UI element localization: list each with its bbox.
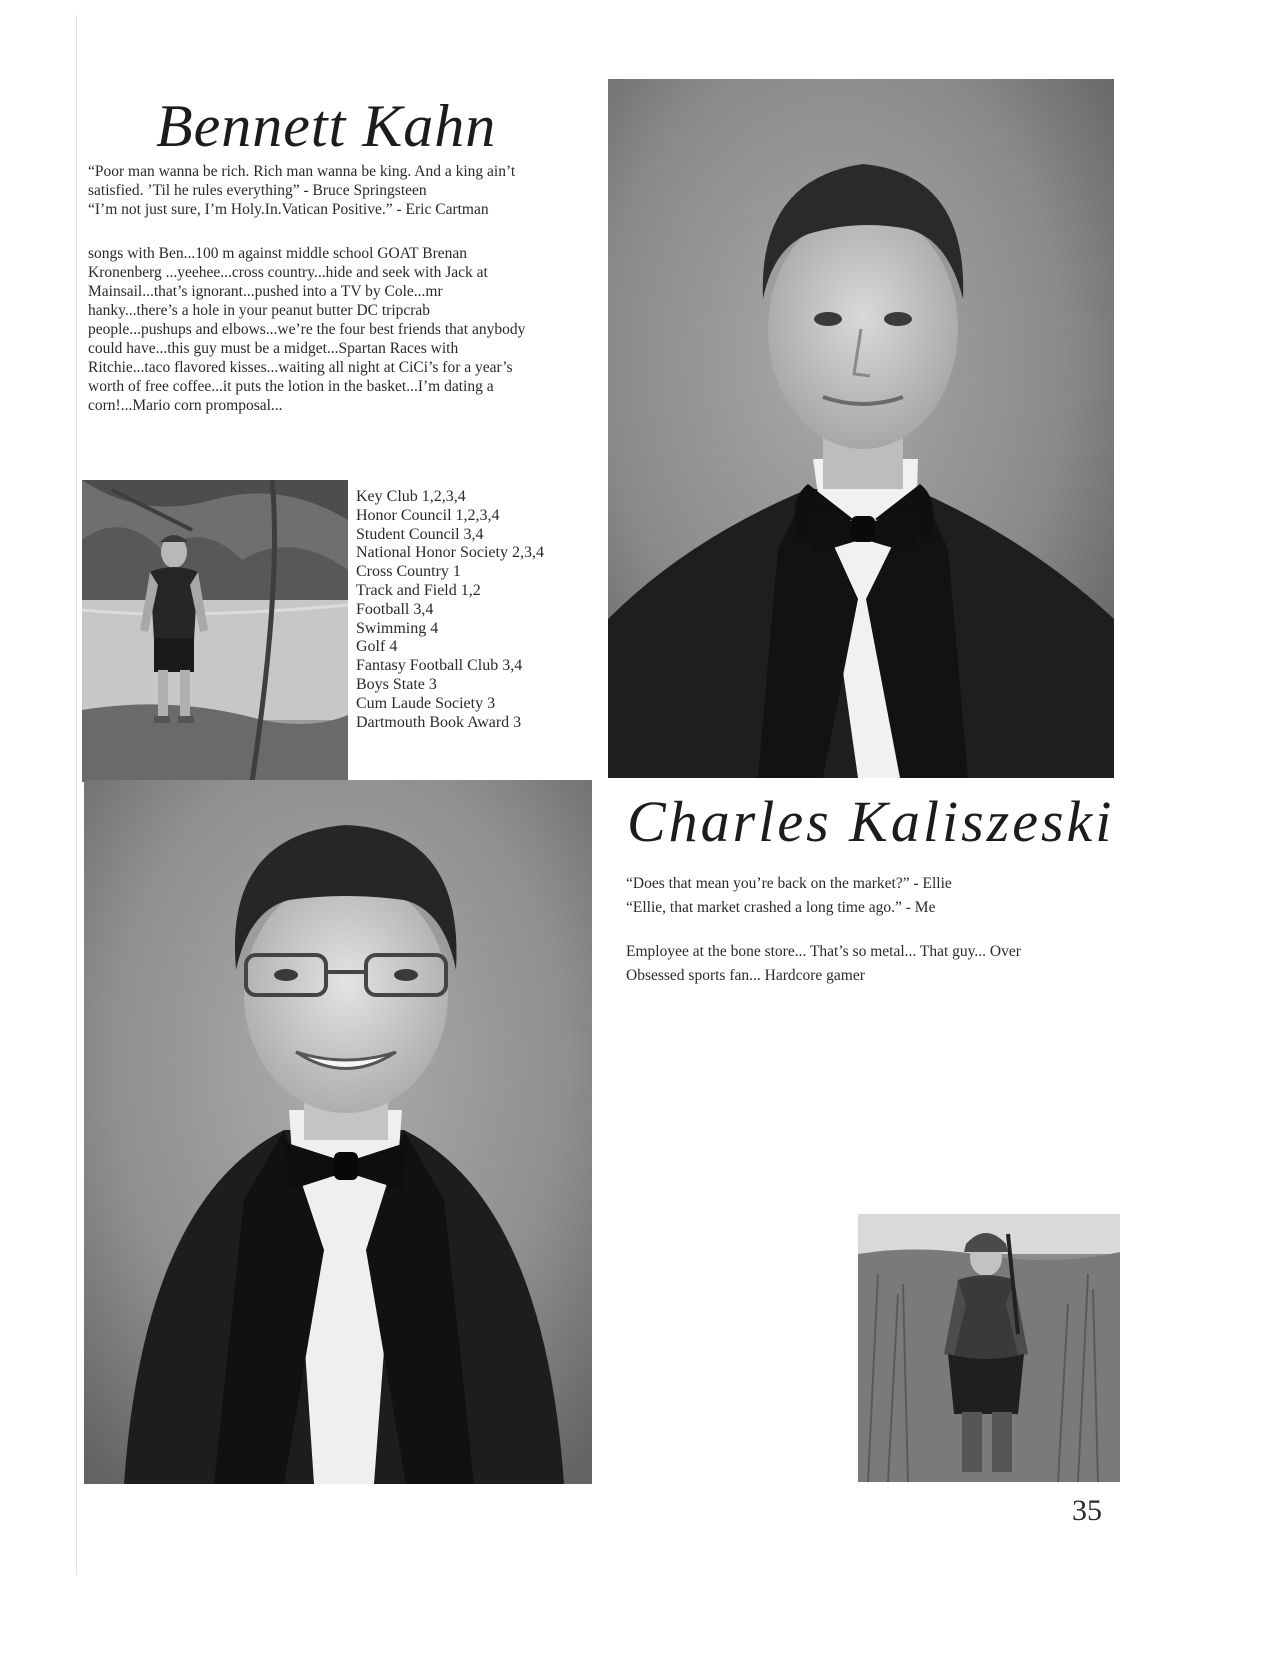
- activity-item: Boys State 3: [356, 675, 437, 693]
- activity-item: Track and Field 1,2: [356, 581, 481, 599]
- quote-line: “Ellie, that market crashed a long time ago.” - Me: [626, 899, 936, 916]
- portrait-illustration: [84, 780, 592, 1484]
- bio-line: could have...this guy must be a midget...Spartan Races with: [88, 340, 459, 357]
- senior-quotes: [626, 872, 1106, 920]
- bio-line: Kronenberg ...yeehee...cross country...hide and seek with Jack at: [88, 264, 488, 281]
- bio-line: Ritchie...taco flavored kisses...waiting all night at CiCi’s for a year’s: [88, 359, 513, 376]
- activity-item: Dartmouth Book Award 3: [356, 713, 522, 731]
- quote-line: “Poor man wanna be rich. Rich man wanna be king. And a king ain’t: [88, 163, 516, 180]
- student-name: Bennett Kahn: [156, 93, 497, 159]
- bio-line: Obsessed sports fan... Hardcore gamer: [626, 967, 865, 984]
- activity-item: Student Council 3,4: [356, 525, 484, 543]
- bio-line: people...pushups and elbows...we’re the four best friends that anybody: [88, 321, 526, 338]
- binding-line: [76, 15, 77, 1575]
- portrait-photo: [84, 780, 592, 1484]
- river-scene-illustration: [82, 480, 348, 782]
- activity-item: Swimming 4: [356, 619, 439, 637]
- activity-item: Golf 4: [356, 638, 398, 656]
- activity-item: Key Club 1,2,3,4: [356, 488, 466, 505]
- candid-photo: [858, 1214, 1120, 1482]
- activity-item: Honor Council 1,2,3,4: [356, 506, 500, 524]
- senior-bio: [88, 244, 578, 415]
- portrait-photo: [608, 79, 1114, 778]
- bio-line: worth of free coffee...it puts the lotion in the basket...I’m dating a: [88, 378, 494, 395]
- bio-line: songs with Ben...100 m against middle school GOAT Brenan: [88, 245, 468, 262]
- bio-line: corn!...Mario corn promposal...: [88, 397, 283, 414]
- student-name: Charles Kaliszeski: [627, 789, 1115, 854]
- activity-item: Cross Country 1: [356, 563, 461, 581]
- quote-line: “Does that mean you’re back on the market?” - Ellie: [626, 875, 952, 892]
- activity-item: Cum Laude Society 3: [356, 694, 496, 712]
- bio-line: Mainsail...that’s ignorant...pushed into a TV by Cole...mr: [88, 283, 443, 300]
- page-number: 35: [1072, 1494, 1102, 1527]
- activities-list: [356, 488, 586, 732]
- candid-photo: [82, 480, 348, 782]
- portrait-illustration: [608, 79, 1114, 778]
- field-scene-illustration: [858, 1214, 1120, 1482]
- quote-line: “I’m not just sure, I’m Holy.In.Vatican Positive.” - Eric Cartman: [88, 201, 489, 218]
- quote-line: satisfied. ’Til he rules everything” - Bruce Springsteen: [88, 182, 427, 199]
- bio-line: Employee at the bone store... That’s so metal... That guy... Over: [626, 943, 1021, 960]
- activity-item: Fantasy Football Club 3,4: [356, 657, 523, 675]
- activity-item: National Honor Society 2,3,4: [356, 544, 544, 562]
- senior-bio: [626, 940, 1096, 988]
- activity-item: Football 3,4: [356, 600, 434, 618]
- bio-line: hanky...there’s a hole in your peanut butter DC tripcrab: [88, 302, 431, 319]
- senior-quotes: [88, 162, 588, 219]
